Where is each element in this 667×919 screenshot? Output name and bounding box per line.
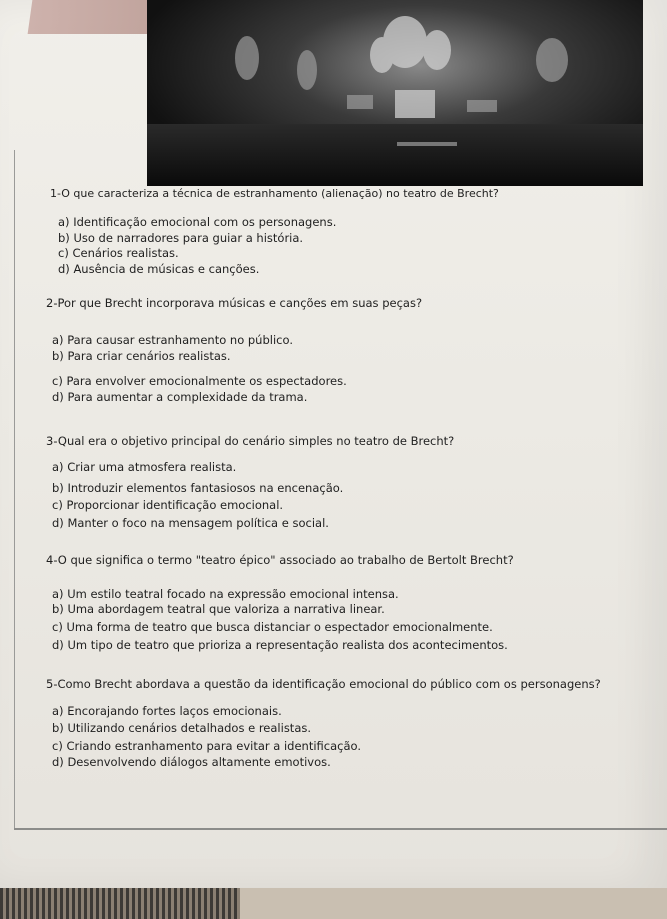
question-5: 5-Como Brecht abordava a questão da identificação emocional do público com os personagens? <box>46 677 601 691</box>
question-5-option-c: c) Criando estranhamento para evitar a identificação. <box>52 739 362 753</box>
question-1-option-c: c) Cenários realistas. <box>58 246 179 260</box>
question-4-option-a: a) Um estilo teatral focado na expressão emocional intensa. <box>52 587 399 601</box>
question-1-option-d: d) Ausência de músicas e canções. <box>58 262 260 276</box>
question-2: 2-Por que Brecht incorporava músicas e canções em suas peças? <box>46 296 423 310</box>
question-4-option-c: c) Uma forma de teatro que busca distanciar o espectador emocionalmente. <box>52 620 493 634</box>
question-3-option-a: a) Criar uma atmosfera realista. <box>52 460 237 474</box>
performers-silhouettes <box>147 0 643 186</box>
question-3: 3-Qual era o objetivo principal do cenário simples no teatro de Brecht? <box>46 434 455 448</box>
theatre-photo <box>147 0 643 186</box>
question-4-option-b: b) Uma abordagem teatral que valoriza a narrativa linear. <box>52 602 385 616</box>
table-surface-cloth <box>240 888 667 919</box>
question-3-option-d: d) Manter o foco na mensagem política e social. <box>52 516 329 530</box>
question-2-option-b: b) Para criar cenários realistas. <box>52 349 231 363</box>
question-1-option-b: b) Uso de narradores para guiar a história. <box>58 231 304 245</box>
question-2-option-d: d) Para aumentar a complexidade da trama. <box>52 390 308 404</box>
question-5-option-d: d) Desenvolvendo diálogos altamente emotivos. <box>52 755 331 769</box>
tape-strip <box>28 0 153 34</box>
question-4-option-d: d) Um tipo de teatro que prioriza a representação realista dos acontecimentos. <box>52 638 508 652</box>
question-2-option-a: a) Para causar estranhamento no público. <box>52 333 293 347</box>
frame-left-line <box>14 150 15 830</box>
frame-bottom-line <box>14 828 667 830</box>
question-5-option-b: b) Utilizando cenários detalhados e realistas. <box>52 721 312 735</box>
question-3-option-c: c) Proporcionar identificação emocional. <box>52 498 284 512</box>
question-3-option-b: b) Introduzir elementos fantasiosos na encenação. <box>52 481 344 495</box>
question-4: 4-O que significa o termo "teatro épico" associado ao trabalho de Bertolt Brecht? <box>46 553 514 567</box>
question-1-option-a: a) Identificação emocional com os personagens. <box>58 215 337 229</box>
question-5-option-a: a) Encorajando fortes laços emocionais. <box>52 704 282 718</box>
question-1: 1-O que caracteriza a técnica de estranhamento (alienação) no teatro de Brecht? <box>50 187 499 200</box>
question-2-option-c: c) Para envolver emocionalmente os espectadores. <box>52 374 347 388</box>
